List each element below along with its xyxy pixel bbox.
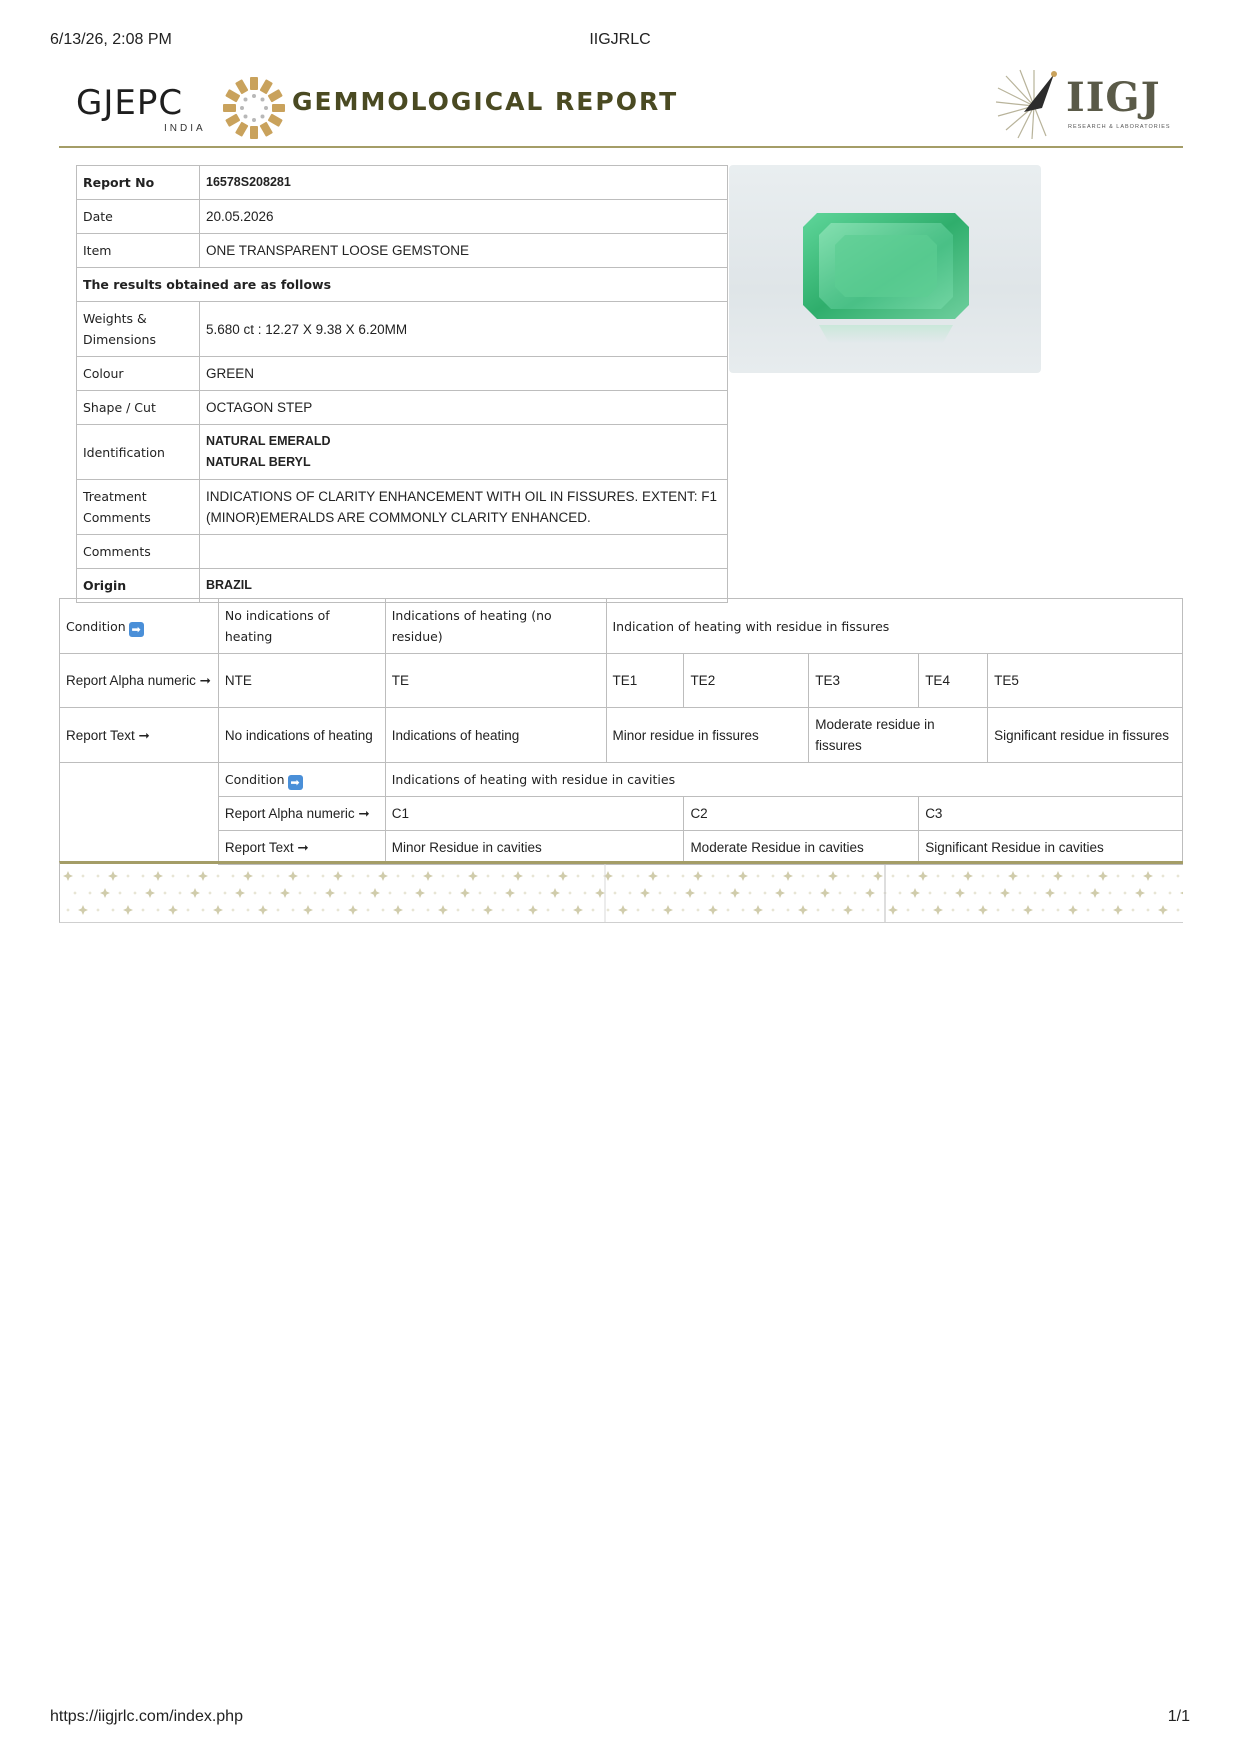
item-label: Item	[77, 234, 200, 268]
weights-row	[77, 302, 728, 357]
legend-cavity-text-row	[60, 831, 1183, 865]
gemstone-photo	[729, 165, 1041, 373]
legend-col-heating-residue-fissures: Indication of heating with residue in fissures	[606, 599, 1183, 654]
results-heading-row	[77, 268, 728, 302]
legend-condition-cell	[60, 599, 219, 654]
legend-code-c3: C3	[919, 797, 1183, 831]
treatment-label: Treatment Comments	[77, 480, 200, 535]
gjepc-logo-text: GJEPC	[76, 83, 184, 123]
legend-code-c1: C1	[385, 797, 684, 831]
report-no-value: 16578S208281	[200, 166, 728, 200]
legend-empty-cell	[60, 763, 219, 865]
legend-code-te3: TE3	[809, 654, 919, 708]
legend-cavity-condition-label: Condition	[224, 772, 285, 787]
treatment-row	[77, 480, 728, 535]
date-label: Date	[77, 200, 200, 234]
shape-value: OCTAGON STEP	[200, 391, 728, 425]
legend-code-nte: NTE	[218, 654, 385, 708]
legend-text-moderate-cavities: Moderate Residue in cavities	[684, 831, 919, 865]
results-heading: The results obtained are as follows	[77, 268, 728, 302]
comments-label: Comments	[77, 535, 200, 569]
right-arrow-icon: ➡	[288, 775, 303, 790]
legend-cavity-text-label: Report Text ➞	[218, 831, 385, 865]
weights-value: 5.680 ct : 12.27 X 9.38 X 6.20MM	[200, 302, 728, 357]
legend-text-minor-fissures: Minor residue in fissures	[606, 708, 809, 763]
print-title: IIGJRLC	[589, 31, 651, 48]
item-row	[77, 234, 728, 268]
starburst-icon	[994, 68, 1066, 140]
legend-code-te4: TE4	[919, 654, 988, 708]
legend-col-heating-no-residue: Indications of heating (no residue)	[385, 599, 606, 654]
print-footer	[50, 1708, 1190, 1730]
legend-cavity-alpha-label: Report Alpha numeric ➞	[218, 797, 385, 831]
legend-alpha-row	[60, 654, 1183, 708]
treatment-value: INDICATIONS OF CLARITY ENHANCEMENT WITH OIL IN FISSURES. EXTENT: F1 (MINOR)EMERALDS ARE COMMONLY CLARITY ENHANCED.	[200, 480, 728, 535]
legend-col-no-heating: No indications of heating	[218, 599, 385, 654]
report-title: GEMMOLOGICAL REPORT	[292, 87, 679, 116]
weights-label: Weights & Dimensions	[77, 302, 200, 357]
date-row	[77, 200, 728, 234]
legend-code-te: TE	[385, 654, 606, 708]
legend-text-no-heating: No indications of heating	[218, 708, 385, 763]
print-header	[50, 31, 1190, 53]
legend-text-significant-fissures: Significant residue in fissures	[988, 708, 1183, 763]
identification-label: Identification	[77, 425, 200, 480]
legend-text-significant-cavities: Significant Residue in cavities	[919, 831, 1183, 865]
colour-row	[77, 357, 728, 391]
legend-text-label: Report Text ➞	[60, 708, 219, 763]
colour-label: Colour	[77, 357, 200, 391]
legend-code-te1: TE1	[606, 654, 684, 708]
gjepc-logo-sub: INDIA	[164, 123, 206, 134]
legend-cavity-condition-cell	[218, 763, 385, 797]
legend-text-moderate-fissures: Moderate residue in fissures	[809, 708, 988, 763]
decorative-sparkle-strip	[59, 861, 1183, 923]
identification-row	[77, 425, 728, 480]
legend-cavity-heading: Indications of heating with residue in cavities	[385, 763, 1182, 797]
legend-alpha-label: Report Alpha numeric ➞	[60, 654, 219, 708]
report-header	[59, 60, 1183, 148]
shape-row	[77, 391, 728, 425]
comments-row	[77, 535, 728, 569]
legend-cavity-condition-row	[60, 763, 1183, 797]
iigj-logo	[994, 66, 1169, 144]
print-page-number: 1/1	[1167, 1708, 1190, 1725]
comments-value	[200, 535, 728, 569]
report-no-label: Report No	[77, 166, 200, 200]
sparkle-pattern	[60, 864, 1183, 922]
legend-code-c2: C2	[684, 797, 919, 831]
colour-value: GREEN	[200, 357, 728, 391]
iigj-logo-text: IIGJ	[1066, 74, 1161, 121]
identification-value-1: NATURAL EMERALD	[206, 434, 331, 448]
origin-label: Origin	[77, 569, 200, 603]
item-value: ONE TRANSPARENT LOOSE GEMSTONE	[200, 234, 728, 268]
gjepc-emblem-icon	[221, 75, 287, 141]
legend-condition-row	[60, 599, 1183, 654]
legend-cavity-alpha-row	[60, 797, 1183, 831]
legend-code-te5: TE5	[988, 654, 1183, 708]
print-datetime: 6/13/26, 2:08 PM	[50, 31, 172, 48]
identification-value-2: NATURAL BERYL	[206, 455, 311, 469]
emerald-gem-image	[729, 165, 1041, 373]
report-no-row	[77, 166, 728, 200]
legend-condition-label: Condition	[66, 618, 126, 634]
legend-text-row	[60, 708, 1183, 763]
legend-text-heating: Indications of heating	[385, 708, 606, 763]
gjepc-logo	[76, 73, 281, 143]
iigj-logo-sub: RESEARCH & LABORATORIES	[1068, 124, 1171, 130]
report-details-table	[76, 165, 728, 603]
date-value: 20.05.2026	[200, 200, 728, 234]
heating-legend-table	[59, 598, 1183, 865]
shape-label: Shape / Cut	[77, 391, 200, 425]
legend-code-te2: TE2	[684, 654, 809, 708]
right-arrow-icon: ➡	[129, 622, 144, 637]
legend-text-minor-cavities: Minor Residue in cavities	[385, 831, 684, 865]
origin-value: BRAZIL	[200, 569, 728, 603]
print-url: https://iigjrlc.com/index.php	[50, 1708, 243, 1725]
identification-value	[200, 425, 728, 480]
